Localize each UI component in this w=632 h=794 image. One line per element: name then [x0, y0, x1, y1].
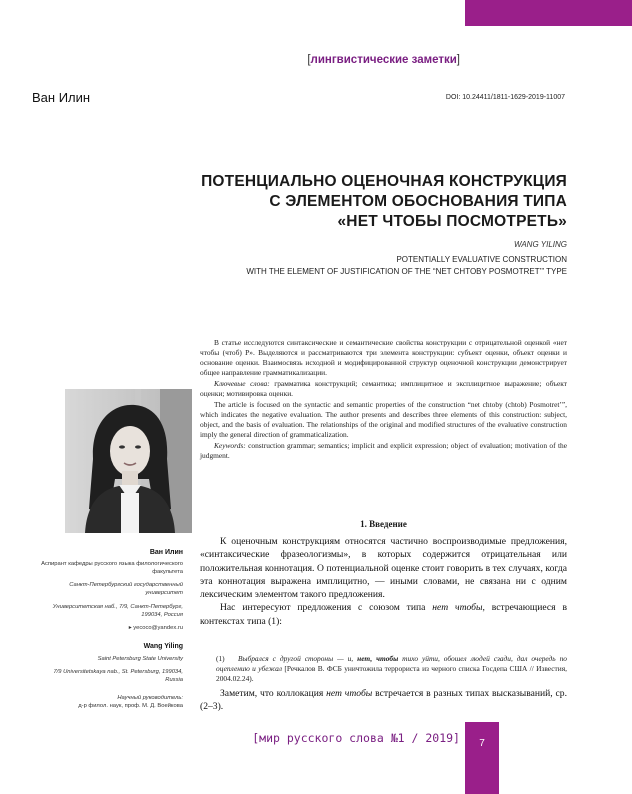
sidebar-email[interactable]: ▸ yecoco@yandex.ru [128, 625, 183, 631]
abstract [200, 338, 567, 462]
body-text [200, 535, 567, 628]
sidebar-position: Аспирант кафедры русского языка филологического факультета [41, 561, 183, 575]
english-title: POTENTIALLY EVALUATIVE CONSTRUCTION WITH THE ELEMENT OF JUSTIFICATION OF THE “NET CHTOBY POSMOTRET’” TYPE [246, 255, 567, 276]
journal-section: [лингвистические заметки] [307, 54, 460, 66]
sidebar-address-ru: Университетская наб., 7/9, Санкт-Петербург, 199034, Россия [52, 604, 183, 618]
paragraph-3: Заметим, что коллокация нет чтобы встречается в разных типах высказываний, ср. (2–3). [200, 688, 567, 713]
keywords-en: Keywords: construction grammar; semantics; implicit and explicit expression; object of evaluation; motivation of the judgment. [200, 441, 567, 460]
sidebar-name-en: Wang Yiling [143, 643, 183, 650]
sidebar-name-ru: Ван Илин [149, 549, 183, 556]
doi: DOI: 10.24411/1811-1629-2019-11007 [445, 94, 565, 101]
english-author: WANG YILING [513, 240, 567, 249]
keywords-ru: Ключевые слова: грамматика конструкций; семантика; имплицитное и эксплицитное выражение; объект оценки; мотивировка оценки. [200, 379, 567, 398]
sidebar-supervisor-label: Научный руководитель: [117, 695, 183, 701]
author-header: Ван Илин [32, 90, 91, 105]
paragraph-1: К оценочным конструкциям относятся частично воспроизводимые предложения, «синтаксические фразеологизмы», в которых содержится отрицательная или положительная коннотация. О потенциальной оценке стоит говорить в тех случаях, когда эта коннотация выражена имплицитно, — иными словами, не связана ни с одним лексическим элементом такого предложения. [200, 536, 567, 601]
journal-footer: [мир русского слова №1 / 2019] [252, 731, 460, 745]
abstract-en: The article is focused on the syntactic and semantic properties of the construction “net chtoby (chtob) Posmotret’”, which indicates the negative evaluation. The author presents and describes three elements of this construction: subject, object, and the basis of evaluation. The relationships of the original and modified structures of the evaluative construction imply the general direction of grammaticalization. [200, 400, 567, 439]
top-accent-bar [465, 0, 632, 26]
sidebar-address-en: 7/9 Universitetskaya nab., St. Petersburg, 199034, Russia [53, 669, 183, 683]
page-number: 7 [479, 738, 485, 749]
abstract-ru: В статье исследуются синтаксические и семантические свойства конструкции с отрицательной оценкой «нет чтобы (чтоб) P». Выделяются и рассматриваются три элемента конструкции: субъект оценки, объект оценки и основание оценки. Взаимосвязь исходной и модифицированной структур оценочной конструкции демонстрирует общее направление грамматикализации. [200, 338, 567, 377]
page-number-bar [465, 722, 499, 794]
sidebar-university-ru: Санкт-Петербургский государственный университет [69, 582, 183, 596]
author-photo [65, 389, 192, 533]
sidebar-university-en: Saint Petersburg State University [97, 656, 183, 662]
article-title: ПОТЕНЦИАЛЬНО ОЦЕНОЧНАЯ КОНСТРУКЦИЯ С ЭЛЕМЕНТОМ ОБОСНОВАНИЯ ТИПА «НЕТ ЧТОБЫ ПОСМОТРЕТЬ» [201, 173, 567, 230]
example-1: (1) Выбрался с другой стороны — и, нет, чтобы тихо уйти, обошел людей сзади, дал очередь по оцеплению и убежал [Речкалов В. ФСБ уничтожила террориста из черного списка Госдепа США // Известия, 2004.02.24). [216, 654, 567, 683]
sidebar-supervisor: д-р филол. наук, проф. М. Д. Воейкова [78, 703, 183, 709]
paragraph-2: Нас интересуют предложения с союзом типа нет чтобы, встречающиеся в контекстах типа (1): [200, 602, 568, 627]
section-heading: 1. Введение [360, 519, 407, 529]
